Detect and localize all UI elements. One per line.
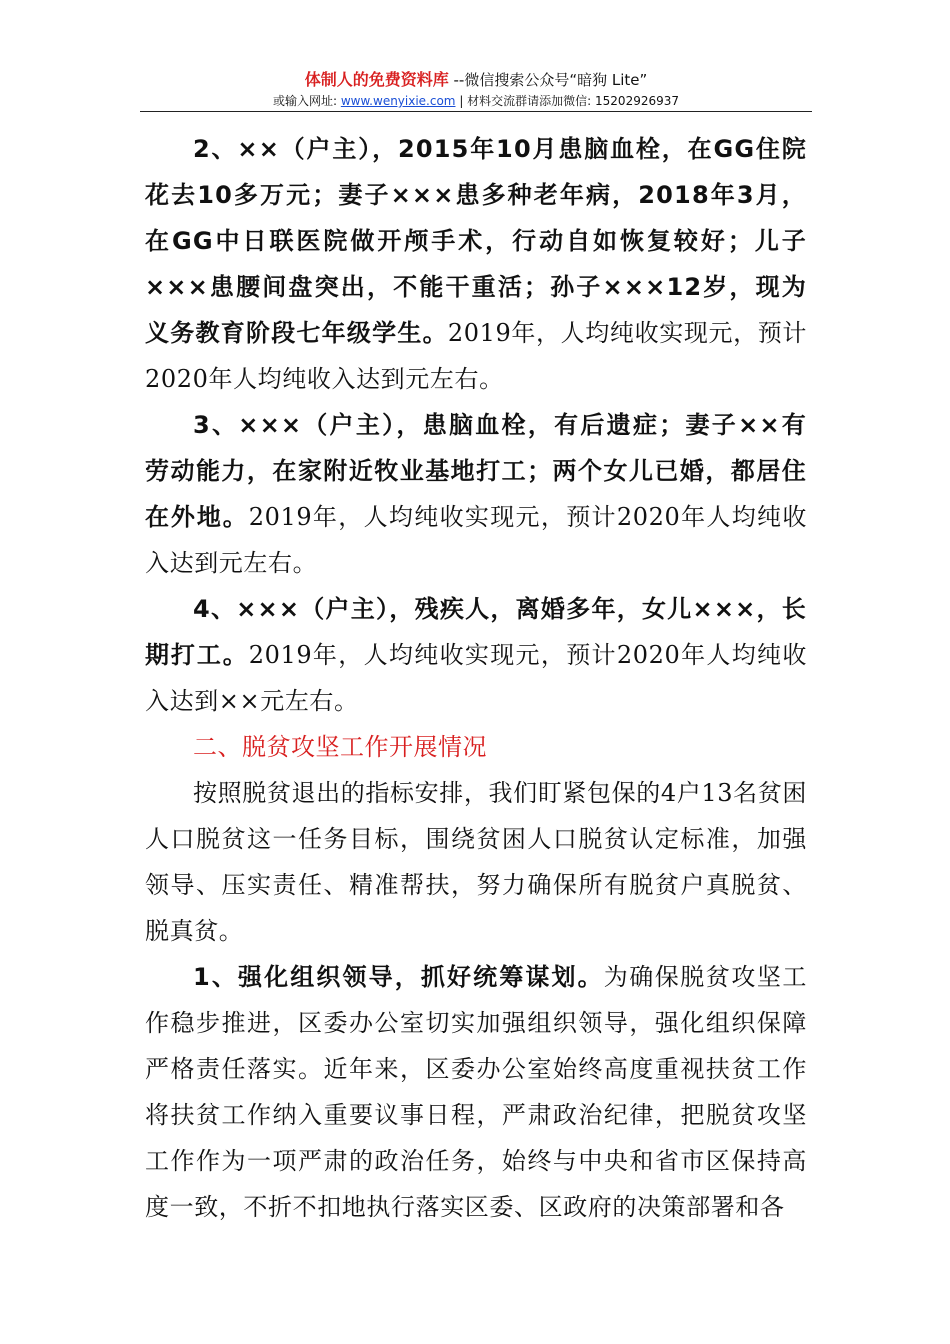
header-contact: | 材料交流群请添加微信: 15202926937 <box>455 94 680 108</box>
header-url-prefix: 或输入网址: <box>272 94 341 108</box>
document-body <box>145 126 807 1230</box>
household-2-bold: 2、××（户主），2015年10月患脑血栓，在GG住院花去10多万元；妻子×××患多种老年病，2018年3月，在GG中日联医院做开颅手术，行动自如恢复较好；儿子×××患腰间盘突出，不能干重活；孙子×××12岁，现为义务教育阶段七年级学生。 <box>145 135 807 347</box>
header-url-link[interactable]: www.wenyixie.com <box>340 94 456 108</box>
section-heading: 二、脱贫攻坚工作开展情况 <box>193 733 487 761</box>
header-subtitle: --微信搜索公众号“暗狗 Lite” <box>448 71 648 89</box>
household-3-bold: 3、×××（户主），患脑血栓，有后遗症；妻子××有劳动能力，在家附近牧业基地打工；两个女儿已婚，都居住在外地。 <box>145 411 807 531</box>
page-header <box>140 70 812 110</box>
header-line-1 <box>140 70 812 90</box>
household-paragraph-4 <box>145 586 807 724</box>
item-1-paragraph <box>145 954 807 1230</box>
section-intro-paragraph: 按照脱贫退出的指标安排，我们盯紧包保的4户13名贫困人口脱贫这一任务目标，围绕贫困人口脱贫认定标准，加强领导、压实责任、精准帮扶，努力确保所有脱贫户真脱贫、脱真贫。 <box>145 779 807 945</box>
household-paragraph-3 <box>145 402 807 586</box>
household-4-bold: 4、×××（户主），残疾人，离婚多年，女儿×××，长期打工。 <box>145 595 807 669</box>
household-3-income: 2019年，人均纯收实现元，预计2020年人均纯收入达到元左右。 <box>145 503 807 577</box>
header-line-2 <box>140 92 812 110</box>
household-4-income: 2019年，人均纯收实现元，预计2020年人均纯收入达到××元左右。 <box>145 641 807 715</box>
household-2-income: 2019年，人均纯收实现元，预计2020年人均纯收入达到元左右。 <box>145 319 807 393</box>
item-1-body: 为确保脱贫攻坚工作稳步推进，区委办公室切实加强组织领导，强化组织保障严格责任落实。近年来，区委办公室始终高度重视扶贫工作将扶贫工作纳入重要议事日程，严肃政治纪律，把脱贫攻坚工作作为一项严肃的政治任务，始终与中央和省市区保持高度一致，不折不扣地执行落实区委、区政府的决策部署和各 <box>145 963 807 1221</box>
household-paragraph-2 <box>145 126 807 402</box>
header-title: 体制人的免费资料库 <box>304 70 449 89</box>
item-1-title: 1、强化组织领导，抓好统筹谋划。 <box>193 963 604 991</box>
header-divider <box>140 111 812 112</box>
